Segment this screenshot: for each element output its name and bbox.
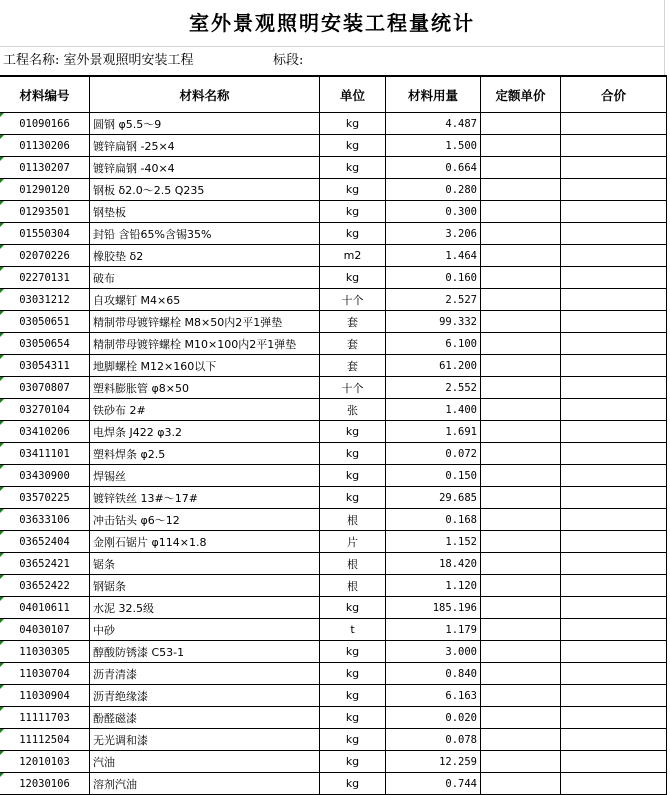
quantity-cell[interactable]: 1.179 [386, 619, 481, 641]
project-name-label: 工程名称: 室外景观照明安装工程 [3, 53, 194, 68]
col-qty-header: 材料用量 [386, 76, 481, 113]
material-code-cell[interactable]: 02270131 [0, 267, 90, 289]
total-cell[interactable] [561, 355, 667, 377]
total-cell[interactable] [561, 399, 667, 421]
quantity-cell[interactable]: 4.487 [386, 113, 481, 135]
material-code-cell[interactable]: 12030106 [0, 773, 90, 795]
table-row [0, 509, 667, 531]
material-code-cell[interactable]: 12010103 [0, 751, 90, 773]
material-name-cell[interactable]: 地脚螺栓 M12×160以下 [90, 355, 320, 377]
quantity-cell[interactable]: 6.100 [386, 333, 481, 355]
quantity-cell[interactable]: 6.163 [386, 685, 481, 707]
table-row [0, 113, 667, 135]
total-cell[interactable] [561, 443, 667, 465]
unit-cell[interactable]: kg [320, 135, 386, 157]
material-name-cell[interactable]: 自攻螺钉 M4×65 [90, 289, 320, 311]
table-row [0, 773, 667, 795]
unit-price-cell[interactable] [481, 201, 561, 223]
col-unit-price-header: 定额单价 [481, 76, 561, 113]
material-name-cell[interactable]: 冲击钻头 φ6～12 [90, 509, 320, 531]
table-row [0, 641, 667, 663]
total-cell[interactable] [561, 553, 667, 575]
material-name-cell[interactable]: 铁砂布 2# [90, 399, 320, 421]
unit-cell[interactable]: 根 [320, 509, 386, 531]
material-code-cell[interactable]: 03031212 [0, 289, 90, 311]
material-code-cell[interactable]: 03270104 [0, 399, 90, 421]
total-cell[interactable] [561, 245, 667, 267]
material-code-cell[interactable]: 03652421 [0, 553, 90, 575]
material-code-cell[interactable]: 01550304 [0, 223, 90, 245]
table-row [0, 487, 667, 509]
material-name-cell[interactable]: 焊锡丝 [90, 465, 320, 487]
quantity-cell[interactable]: 0.150 [386, 465, 481, 487]
unit-price-cell[interactable] [481, 597, 561, 619]
material-code-cell[interactable]: 01130206 [0, 135, 90, 157]
unit-price-cell[interactable] [481, 575, 561, 597]
unit-price-cell[interactable] [481, 641, 561, 663]
material-name-cell[interactable]: 镀锌扁钢 -40×4 [90, 157, 320, 179]
material-code-cell[interactable]: 03050651 [0, 311, 90, 333]
unit-cell[interactable]: t [320, 619, 386, 641]
unit-cell[interactable]: kg [320, 685, 386, 707]
material-name-cell[interactable]: 镀锌扁钢 -25×4 [90, 135, 320, 157]
total-cell[interactable] [561, 729, 667, 751]
total-cell[interactable] [561, 487, 667, 509]
unit-cell[interactable]: kg [320, 597, 386, 619]
quantity-cell[interactable]: 1.152 [386, 531, 481, 553]
quantity-cell[interactable]: 1.500 [386, 135, 481, 157]
quantity-cell[interactable]: 0.020 [386, 707, 481, 729]
total-cell[interactable] [561, 157, 667, 179]
unit-price-cell[interactable] [481, 509, 561, 531]
table-row [0, 245, 667, 267]
material-name-cell[interactable]: 破布 [90, 267, 320, 289]
material-code-cell[interactable]: 11030305 [0, 641, 90, 663]
quantity-cell[interactable]: 0.078 [386, 729, 481, 751]
total-cell[interactable] [561, 333, 667, 355]
table-row [0, 355, 667, 377]
total-cell[interactable] [561, 641, 667, 663]
material-code-cell[interactable]: 03652422 [0, 575, 90, 597]
section-label: 标段: [273, 53, 304, 68]
table-row [0, 553, 667, 575]
quantity-cell[interactable]: 12.259 [386, 751, 481, 773]
unit-cell[interactable]: 根 [320, 575, 386, 597]
unit-price-cell[interactable] [481, 355, 561, 377]
material-name-cell[interactable]: 沥青清漆 [90, 663, 320, 685]
unit-price-cell[interactable] [481, 179, 561, 201]
total-cell[interactable] [561, 575, 667, 597]
unit-cell[interactable]: kg [320, 113, 386, 135]
total-cell[interactable] [561, 201, 667, 223]
material-code-cell[interactable]: 04010611 [0, 597, 90, 619]
unit-price-cell[interactable] [481, 311, 561, 333]
unit-price-cell[interactable] [481, 663, 561, 685]
material-name-cell[interactable]: 塑料膨胀管 φ8×50 [90, 377, 320, 399]
unit-cell[interactable]: kg [320, 663, 386, 685]
material-code-cell[interactable]: 03411101 [0, 443, 90, 465]
unit-cell[interactable]: kg [320, 707, 386, 729]
quantity-cell[interactable]: 29.685 [386, 487, 481, 509]
table-row [0, 619, 667, 641]
unit-cell[interactable]: kg [320, 487, 386, 509]
unit-cell[interactable]: 张 [320, 399, 386, 421]
material-name-cell[interactable]: 精制带母镀锌螺栓 M10×100内2平1弹垫 [90, 333, 320, 355]
quantity-cell[interactable]: 1.120 [386, 575, 481, 597]
unit-price-cell[interactable] [481, 443, 561, 465]
header-row [0, 76, 667, 113]
unit-cell[interactable]: 十个 [320, 377, 386, 399]
material-code-cell[interactable]: 11030904 [0, 685, 90, 707]
col-code-header: 材料编号 [0, 76, 90, 113]
table-row [0, 729, 667, 751]
total-cell[interactable] [561, 663, 667, 685]
material-name-cell[interactable]: 金刚石锯片 φ114×1.8 [90, 531, 320, 553]
unit-price-cell[interactable] [481, 267, 561, 289]
unit-cell[interactable]: kg [320, 443, 386, 465]
unit-cell[interactable]: kg [320, 729, 386, 751]
unit-price-cell[interactable] [481, 751, 561, 773]
unit-cell[interactable]: kg [320, 465, 386, 487]
total-cell[interactable] [561, 267, 667, 289]
total-cell[interactable] [561, 751, 667, 773]
material-name-cell[interactable]: 无光调和漆 [90, 729, 320, 751]
unit-cell[interactable]: kg [320, 157, 386, 179]
material-code-cell[interactable]: 04030107 [0, 619, 90, 641]
quantity-cell[interactable]: 2.527 [386, 289, 481, 311]
quantity-cell[interactable]: 1.464 [386, 245, 481, 267]
material-name-cell[interactable]: 醇酸防锈漆 C53-1 [90, 641, 320, 663]
unit-price-cell[interactable] [481, 113, 561, 135]
quantity-cell[interactable]: 99.332 [386, 311, 481, 333]
unit-cell[interactable]: kg [320, 267, 386, 289]
total-cell[interactable] [561, 597, 667, 619]
table-row [0, 135, 667, 157]
total-cell[interactable] [561, 707, 667, 729]
material-name-cell[interactable]: 橡胶垫 δ2 [90, 245, 320, 267]
table-row [0, 289, 667, 311]
material-name-cell[interactable]: 塑料焊条 φ2.5 [90, 443, 320, 465]
material-code-cell[interactable]: 03410206 [0, 421, 90, 443]
material-name-cell[interactable]: 钢板 δ2.0～2.5 Q235 [90, 179, 320, 201]
unit-price-cell[interactable] [481, 289, 561, 311]
quantity-cell[interactable]: 1.691 [386, 421, 481, 443]
material-code-cell[interactable]: 01293501 [0, 201, 90, 223]
material-name-cell[interactable]: 封铅 含铅65%含锡35% [90, 223, 320, 245]
project-info-row [0, 47, 665, 75]
quantity-cell[interactable]: 0.744 [386, 773, 481, 795]
quantity-cell[interactable]: 185.196 [386, 597, 481, 619]
quantity-cell[interactable]: 0.160 [386, 267, 481, 289]
unit-cell[interactable]: 十个 [320, 289, 386, 311]
total-cell[interactable] [561, 113, 667, 135]
quantity-cell[interactable]: 3.000 [386, 641, 481, 663]
quantity-cell[interactable]: 0.840 [386, 663, 481, 685]
total-cell[interactable] [561, 421, 667, 443]
table-row [0, 377, 667, 399]
material-code-cell[interactable]: 03652404 [0, 531, 90, 553]
unit-price-cell[interactable] [481, 223, 561, 245]
unit-cell[interactable]: kg [320, 773, 386, 795]
table-row [0, 443, 667, 465]
sheet-title: 室外景观照明安装工程量统计 [0, 0, 665, 47]
unit-cell[interactable]: 套 [320, 355, 386, 377]
material-code-cell[interactable]: 03070807 [0, 377, 90, 399]
unit-cell[interactable]: 套 [320, 311, 386, 333]
unit-cell[interactable]: kg [320, 751, 386, 773]
total-cell[interactable] [561, 509, 667, 531]
unit-cell[interactable]: m2 [320, 245, 386, 267]
quantity-cell[interactable]: 3.206 [386, 223, 481, 245]
table-row [0, 223, 667, 245]
unit-price-cell[interactable] [481, 685, 561, 707]
unit-cell[interactable]: 套 [320, 333, 386, 355]
unit-cell[interactable]: 片 [320, 531, 386, 553]
unit-price-cell[interactable] [481, 553, 561, 575]
table-row [0, 751, 667, 773]
unit-price-cell[interactable] [481, 377, 561, 399]
total-cell[interactable] [561, 179, 667, 201]
quantity-cell[interactable]: 18.420 [386, 553, 481, 575]
material-name-cell[interactable]: 镀锌铁丝 13#～17# [90, 487, 320, 509]
table-row [0, 421, 667, 443]
unit-cell[interactable]: kg [320, 641, 386, 663]
unit-price-cell[interactable] [481, 157, 561, 179]
table-row [0, 685, 667, 707]
table-row [0, 597, 667, 619]
unit-price-cell[interactable] [481, 619, 561, 641]
unit-price-cell[interactable] [481, 135, 561, 157]
table-row [0, 663, 667, 685]
unit-cell[interactable]: kg [320, 223, 386, 245]
col-name-header: 材料名称 [90, 76, 320, 113]
total-cell[interactable] [561, 773, 667, 795]
table-row [0, 465, 667, 487]
table-row [0, 267, 667, 289]
unit-price-cell[interactable] [481, 729, 561, 751]
material-name-cell[interactable]: 汽油 [90, 751, 320, 773]
col-unit-header: 单位 [320, 76, 386, 113]
material-code-cell[interactable]: 03430900 [0, 465, 90, 487]
quantity-cell[interactable]: 2.552 [386, 377, 481, 399]
table-row [0, 575, 667, 597]
table-row [0, 399, 667, 421]
material-name-cell[interactable]: 钢锯条 [90, 575, 320, 597]
unit-price-cell[interactable] [481, 399, 561, 421]
quantity-cell[interactable]: 0.072 [386, 443, 481, 465]
unit-price-cell[interactable] [481, 707, 561, 729]
total-cell[interactable] [561, 289, 667, 311]
material-code-cell[interactable]: 11030704 [0, 663, 90, 685]
material-code-cell[interactable]: 11111703 [0, 707, 90, 729]
material-name-cell[interactable]: 酚醛磁漆 [90, 707, 320, 729]
material-code-cell[interactable]: 01090166 [0, 113, 90, 135]
unit-price-cell[interactable] [481, 487, 561, 509]
unit-price-cell[interactable] [481, 333, 561, 355]
col-total-header: 合价 [561, 76, 667, 113]
material-name-cell[interactable]: 水泥 32.5级 [90, 597, 320, 619]
material-code-cell[interactable]: 02070226 [0, 245, 90, 267]
material-name-cell[interactable]: 钢垫板 [90, 201, 320, 223]
total-cell[interactable] [561, 135, 667, 157]
unit-price-cell[interactable] [481, 531, 561, 553]
materials-table [0, 75, 667, 795]
material-name-cell[interactable]: 精制带母镀锌螺栓 M8×50内2平1弹垫 [90, 311, 320, 333]
quantity-cell[interactable]: 0.300 [386, 201, 481, 223]
quantity-cell[interactable]: 0.664 [386, 157, 481, 179]
total-cell[interactable] [561, 531, 667, 553]
unit-price-cell[interactable] [481, 773, 561, 795]
material-name-cell[interactable]: 圆钢 φ5.5～9 [90, 113, 320, 135]
total-cell[interactable] [561, 685, 667, 707]
material-name-cell[interactable]: 中砂 [90, 619, 320, 641]
table-row [0, 157, 667, 179]
quantity-cell[interactable]: 1.400 [386, 399, 481, 421]
material-name-cell[interactable]: 溶剂汽油 [90, 773, 320, 795]
material-code-cell[interactable]: 01290120 [0, 179, 90, 201]
unit-price-cell[interactable] [481, 245, 561, 267]
material-code-cell[interactable]: 01130207 [0, 157, 90, 179]
material-code-cell[interactable]: 03633106 [0, 509, 90, 531]
material-code-cell[interactable]: 03570225 [0, 487, 90, 509]
table-row [0, 179, 667, 201]
total-cell[interactable] [561, 465, 667, 487]
unit-price-cell[interactable] [481, 421, 561, 443]
material-code-cell[interactable]: 11112504 [0, 729, 90, 751]
unit-cell[interactable]: kg [320, 421, 386, 443]
material-name-cell[interactable]: 沥青绝缘漆 [90, 685, 320, 707]
total-cell[interactable] [561, 311, 667, 333]
unit-cell[interactable]: kg [320, 201, 386, 223]
unit-cell[interactable]: kg [320, 179, 386, 201]
table-row [0, 311, 667, 333]
table-row [0, 201, 667, 223]
quantity-cell[interactable]: 61.200 [386, 355, 481, 377]
quantity-cell[interactable]: 0.280 [386, 179, 481, 201]
total-cell[interactable] [561, 377, 667, 399]
table-row [0, 531, 667, 553]
unit-cell[interactable]: 根 [320, 553, 386, 575]
material-code-cell[interactable]: 03054311 [0, 355, 90, 377]
material-name-cell[interactable]: 电焊条 J422 φ3.2 [90, 421, 320, 443]
material-name-cell[interactable]: 锯条 [90, 553, 320, 575]
table-row [0, 707, 667, 729]
unit-price-cell[interactable] [481, 465, 561, 487]
quantity-cell[interactable]: 0.168 [386, 509, 481, 531]
table-row [0, 333, 667, 355]
material-code-cell[interactable]: 03050654 [0, 333, 90, 355]
total-cell[interactable] [561, 619, 667, 641]
total-cell[interactable] [561, 223, 667, 245]
